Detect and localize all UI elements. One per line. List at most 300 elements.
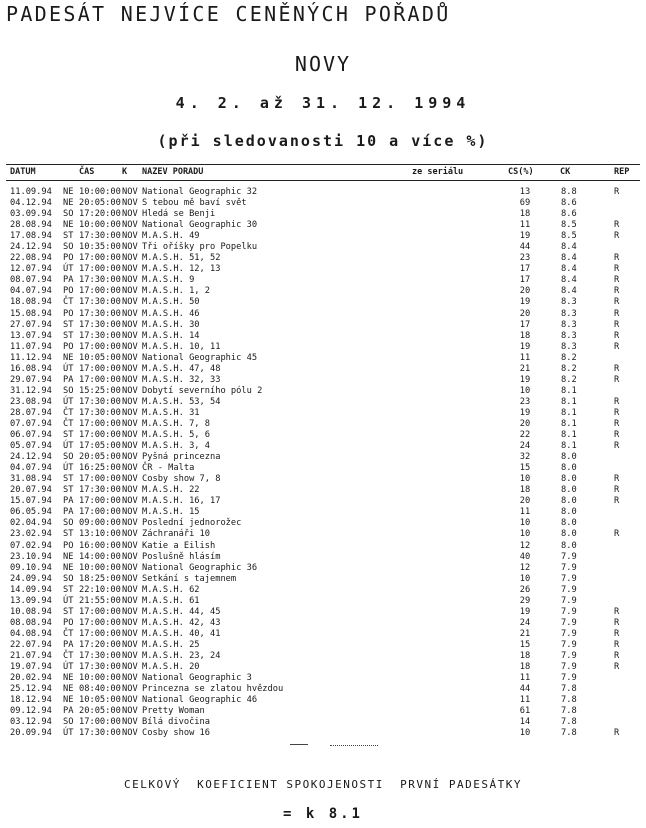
row-cs: 29 <box>519 595 531 606</box>
table-row <box>0 441 646 452</box>
row-cs: 13 <box>519 187 531 197</box>
row-day: ČT <box>63 628 74 639</box>
row-program-name: M.A.S.H. 50 <box>142 297 200 308</box>
row-time: 20:05:00 <box>79 198 121 209</box>
row-program-name: National Geographic 36 <box>142 562 258 573</box>
row-channel: NOV <box>122 584 138 595</box>
row-day: ST <box>63 584 74 595</box>
row-cs: 40 <box>519 551 531 562</box>
row-program-name: National Geographic 32 <box>142 187 258 197</box>
row-channel: NOV <box>122 220 138 231</box>
row-day: PO <box>63 540 74 551</box>
row-program-name: M.A.S.H. 32, 33 <box>142 374 221 385</box>
row-cs: 44 <box>519 242 531 253</box>
row-cs: 10 <box>519 385 531 396</box>
row-cs: 20 <box>519 496 531 507</box>
row-rep: R <box>614 650 620 661</box>
row-day: ÚT <box>63 396 74 407</box>
row-day: SO <box>63 209 74 220</box>
row-date: 15.07.94 <box>10 496 52 507</box>
row-time: 22:10:00 <box>79 584 121 595</box>
row-cs: 12 <box>519 562 531 573</box>
table-row <box>0 585 646 596</box>
row-rep: R <box>614 264 620 275</box>
row-date: 31.12.94 <box>10 385 52 396</box>
row-rep: R <box>614 363 620 374</box>
row-date: 07.02.94 <box>10 540 52 551</box>
row-cs: 21 <box>519 363 531 374</box>
row-rep: R <box>614 286 620 297</box>
row-cs: 10 <box>519 518 531 529</box>
row-ck: 8.4 <box>561 286 577 297</box>
row-date: 09.12.94 <box>10 706 52 717</box>
row-ck: 7.8 <box>561 706 577 717</box>
row-channel: NOV <box>122 562 138 573</box>
row-program-name: National Geographic 30 <box>142 220 258 231</box>
row-date: 14.09.94 <box>10 584 52 595</box>
table-row <box>0 673 646 684</box>
row-program-name: M.A.S.H. 5, 6 <box>142 430 210 441</box>
table-row <box>0 364 646 375</box>
row-channel: NOV <box>122 695 138 706</box>
row-rep: R <box>614 330 620 341</box>
row-ck: 8.0 <box>561 463 577 474</box>
table-row <box>0 242 646 253</box>
row-rep: R <box>614 662 620 673</box>
row-channel: NOV <box>122 540 138 551</box>
row-day: ST <box>63 529 74 540</box>
document-title: PADESÁT NEJVÍCE CENĚNÝCH POŘADŮ <box>6 2 451 26</box>
row-cs: 18 <box>519 330 531 341</box>
row-cs: 10 <box>519 474 531 485</box>
table-row <box>0 574 646 585</box>
row-channel: NOV <box>122 231 138 242</box>
row-ck: 8.1 <box>561 396 577 407</box>
header-name: NAZEV PORADU <box>142 167 204 177</box>
row-rep: R <box>614 231 620 242</box>
row-channel: NOV <box>122 684 138 695</box>
row-channel: NOV <box>122 474 138 485</box>
row-time: 17:00:00 <box>79 363 121 374</box>
table-row <box>0 408 646 419</box>
row-date: 06.07.94 <box>10 430 52 441</box>
row-day: NE <box>63 695 74 706</box>
row-channel: NOV <box>122 551 138 562</box>
row-cs: 18 <box>519 485 531 496</box>
row-ck: 8.5 <box>561 231 577 242</box>
row-ck: 7.8 <box>561 717 577 728</box>
row-time: 17:30:00 <box>79 275 121 286</box>
table-row <box>0 220 646 231</box>
table-row <box>0 541 646 552</box>
row-time: 17:00:00 <box>79 628 121 639</box>
row-day: PA <box>63 374 74 385</box>
row-ck: 8.3 <box>561 341 577 352</box>
row-program-name: M.A.S.H. 23, 24 <box>142 650 221 661</box>
row-date: 11.07.94 <box>10 341 52 352</box>
row-day: ST <box>63 606 74 617</box>
row-date: 28.07.94 <box>10 407 52 418</box>
row-ck: 8.4 <box>561 275 577 286</box>
row-program-name: M.A.S.H. 10, 11 <box>142 341 221 352</box>
row-day: ÚT <box>63 441 74 452</box>
table-row <box>0 640 646 651</box>
row-time: 17:00:00 <box>79 717 121 728</box>
row-time: 17:00:00 <box>79 253 121 264</box>
row-program-name: Princezna se zlatou hvězdou <box>142 684 284 695</box>
row-time: 17:05:00 <box>79 441 121 452</box>
row-date: 09.10.94 <box>10 562 52 573</box>
row-rep: R <box>614 639 620 650</box>
row-time: 17:00:00 <box>79 341 121 352</box>
row-time: 17:00:00 <box>79 507 121 518</box>
row-channel: NOV <box>122 452 138 463</box>
row-channel: NOV <box>122 396 138 407</box>
row-time: 14:00:00 <box>79 551 121 562</box>
row-cs: 18 <box>519 662 531 673</box>
row-time: 17:30:00 <box>79 407 121 418</box>
row-ck: 8.3 <box>561 308 577 319</box>
row-time: 17:00:00 <box>79 418 121 429</box>
row-program-name: M.A.S.H. 46 <box>142 308 200 319</box>
table-row <box>0 629 646 640</box>
row-cs: 11 <box>519 673 531 684</box>
row-ck: 8.0 <box>561 540 577 551</box>
row-program-name: M.A.S.H. 31 <box>142 407 200 418</box>
row-cs: 24 <box>519 441 531 452</box>
row-ck: 7.9 <box>561 628 577 639</box>
row-rep: R <box>614 728 620 739</box>
row-day: ST <box>63 474 74 485</box>
row-program-name: Tři oříšky pro Popelku <box>142 242 258 253</box>
row-date: 29.07.94 <box>10 374 52 385</box>
row-channel: NOV <box>122 595 138 606</box>
row-program-name: Bílá divočina <box>142 717 210 728</box>
table-row <box>0 386 646 397</box>
row-time: 15:25:00 <box>79 385 121 396</box>
row-ck: 7.9 <box>561 673 577 684</box>
row-date: 08.07.94 <box>10 275 52 286</box>
row-channel: NOV <box>122 242 138 253</box>
row-date: 24.12.94 <box>10 452 52 463</box>
row-time: 17:00:00 <box>79 286 121 297</box>
header-ck: CK <box>560 167 571 177</box>
row-ck: 8.0 <box>561 474 577 485</box>
row-program-name: Setkání s tajemnem <box>142 573 237 584</box>
row-date: 04.07.94 <box>10 286 52 297</box>
row-cs: 20 <box>519 308 531 319</box>
row-program-name: Katie a Eilish <box>142 540 216 551</box>
row-day: PA <box>63 639 74 650</box>
row-ck: 7.9 <box>561 562 577 573</box>
table-row <box>0 474 646 485</box>
row-ck: 8.8 <box>561 187 577 197</box>
row-cs: 11 <box>519 352 531 363</box>
row-program-name: Cosby show 16 <box>142 728 210 739</box>
row-time: 10:35:00 <box>79 242 121 253</box>
row-date: 03.12.94 <box>10 717 52 728</box>
row-cs: 19 <box>519 341 531 352</box>
table-row <box>0 662 646 673</box>
row-cs: 32 <box>519 452 531 463</box>
row-date: 11.09.94 <box>10 187 52 197</box>
row-date: 07.07.94 <box>10 418 52 429</box>
row-date: 18.12.94 <box>10 695 52 706</box>
row-program-name: National Geographic 46 <box>142 695 258 706</box>
row-cs: 24 <box>519 617 531 628</box>
program-table <box>0 187 646 739</box>
row-ck: 8.1 <box>561 430 577 441</box>
row-date: 13.09.94 <box>10 595 52 606</box>
row-rep: R <box>614 441 620 452</box>
row-cs: 11 <box>519 220 531 231</box>
row-ck: 8.4 <box>561 242 577 253</box>
row-day: NE <box>63 220 74 231</box>
row-program-name: S tebou mě baví svět <box>142 198 247 209</box>
row-channel: NOV <box>122 441 138 452</box>
table-row <box>0 563 646 574</box>
row-day: ČT <box>63 650 74 661</box>
row-date: 22.08.94 <box>10 253 52 264</box>
row-ck: 8.3 <box>561 330 577 341</box>
row-rep: R <box>614 529 620 540</box>
row-date: 31.08.94 <box>10 474 52 485</box>
row-time: 16:00:00 <box>79 540 121 551</box>
row-date: 11.12.94 <box>10 352 52 363</box>
table-row <box>0 264 646 275</box>
row-ck: 7.9 <box>561 573 577 584</box>
row-time: 10:00:00 <box>79 187 121 197</box>
row-program-name: M.A.S.H. 44, 45 <box>142 606 221 617</box>
row-channel: NOV <box>122 308 138 319</box>
row-ck: 8.0 <box>561 518 577 529</box>
row-cs: 17 <box>519 275 531 286</box>
row-channel: NOV <box>122 529 138 540</box>
row-time: 17:00:00 <box>79 617 121 628</box>
row-program-name: M.A.S.H. 7, 8 <box>142 418 210 429</box>
row-rep: R <box>614 253 620 264</box>
row-date: 02.04.94 <box>10 518 52 529</box>
row-ck: 8.4 <box>561 264 577 275</box>
row-day: NE <box>63 551 74 562</box>
row-date: 25.12.94 <box>10 684 52 695</box>
row-channel: NOV <box>122 374 138 385</box>
row-program-name: ČR - Malta <box>142 463 195 474</box>
summary-line: CELKOVÝ KOEFICIENT SPOKOJENOSTI PRVNÍ PADESÁTKY <box>123 778 522 791</box>
header-bottom-rule <box>6 180 640 181</box>
row-channel: NOV <box>122 706 138 717</box>
row-rep: R <box>614 430 620 441</box>
row-date: 28.08.94 <box>10 220 52 231</box>
row-channel: NOV <box>122 253 138 264</box>
row-ck: 8.3 <box>561 297 577 308</box>
row-rep: R <box>614 297 620 308</box>
row-ck: 7.9 <box>561 584 577 595</box>
row-day: NE <box>63 562 74 573</box>
row-cs: 22 <box>519 430 531 441</box>
header-channel: K <box>122 167 128 177</box>
table-row <box>0 397 646 408</box>
row-day: ČT <box>63 297 74 308</box>
row-channel: NOV <box>122 209 138 220</box>
row-date: 24.09.94 <box>10 573 52 584</box>
row-program-name: M.A.S.H. 3, 4 <box>142 441 210 452</box>
row-day: PO <box>63 308 74 319</box>
stray-mark <box>290 744 308 745</box>
row-cs: 11 <box>519 695 531 706</box>
row-program-name: Poslední jednorožec <box>142 518 242 529</box>
row-channel: NOV <box>122 496 138 507</box>
row-day: ÚT <box>63 662 74 673</box>
table-row <box>0 275 646 286</box>
table-row <box>0 353 646 364</box>
row-day: ČT <box>63 407 74 418</box>
row-ck: 8.2 <box>561 363 577 374</box>
row-time: 10:00:00 <box>79 220 121 231</box>
row-cs: 69 <box>519 198 531 209</box>
row-cs: 14 <box>519 717 531 728</box>
row-ck: 8.6 <box>561 198 577 209</box>
row-channel: NOV <box>122 430 138 441</box>
table-row <box>0 651 646 662</box>
row-rep: R <box>614 308 620 319</box>
row-program-name: M.A.S.H. 53, 54 <box>142 396 221 407</box>
row-cs: 10 <box>519 529 531 540</box>
table-row <box>0 452 646 463</box>
row-date: 15.08.94 <box>10 308 52 319</box>
row-time: 10:00:00 <box>79 562 121 573</box>
row-date: 06.05.94 <box>10 507 52 518</box>
row-date: 12.07.94 <box>10 264 52 275</box>
row-date: 19.07.94 <box>10 662 52 673</box>
header-top-rule <box>6 164 640 165</box>
row-time: 17:30:00 <box>79 297 121 308</box>
header-series: ze seriálu <box>412 167 464 177</box>
row-channel: NOV <box>122 662 138 673</box>
row-ck: 8.1 <box>561 407 577 418</box>
row-channel: NOV <box>122 330 138 341</box>
row-program-name: M.A.S.H. 42, 43 <box>142 617 221 628</box>
row-date: 24.12.94 <box>10 242 52 253</box>
row-program-name: M.A.S.H. 22 <box>142 485 200 496</box>
row-cs: 10 <box>519 573 531 584</box>
table-row <box>0 485 646 496</box>
row-cs: 19 <box>519 297 531 308</box>
row-date: 04.08.94 <box>10 628 52 639</box>
row-ck: 7.9 <box>561 650 577 661</box>
row-day: ST <box>63 319 74 330</box>
row-day: ST <box>63 485 74 496</box>
row-day: ÚT <box>63 463 74 474</box>
row-date: 23.10.94 <box>10 551 52 562</box>
row-program-name: Pyšná princezna <box>142 452 221 463</box>
header-rep: REP <box>614 167 630 177</box>
row-cs: 18 <box>519 650 531 661</box>
table-row <box>0 463 646 474</box>
row-day: PO <box>63 253 74 264</box>
row-program-name: Poslušně hlásím <box>142 551 221 562</box>
row-date: 17.08.94 <box>10 231 52 242</box>
row-channel: NOV <box>122 606 138 617</box>
row-cs: 19 <box>519 606 531 617</box>
row-ck: 7.8 <box>561 728 577 739</box>
stray-mark <box>330 745 378 746</box>
table-row <box>0 706 646 717</box>
row-date: 08.08.94 <box>10 617 52 628</box>
row-day: ÚT <box>63 264 74 275</box>
row-cs: 19 <box>519 407 531 418</box>
row-date: 03.09.94 <box>10 209 52 220</box>
period-line: 4. 2. až 31. 12. 1994 <box>175 94 471 112</box>
row-day: ČT <box>63 418 74 429</box>
row-day: PA <box>63 275 74 286</box>
row-cs: 11 <box>519 507 531 518</box>
row-channel: NOV <box>122 617 138 628</box>
row-ck: 8.2 <box>561 352 577 363</box>
row-channel: NOV <box>122 407 138 418</box>
row-day: ST <box>63 231 74 242</box>
row-date: 22.07.94 <box>10 639 52 650</box>
row-cs: 15 <box>519 639 531 650</box>
row-day: PO <box>63 341 74 352</box>
row-day: SO <box>63 518 74 529</box>
row-time: 13:10:00 <box>79 529 121 540</box>
table-row <box>0 684 646 695</box>
row-day: ST <box>63 430 74 441</box>
row-rep: R <box>614 418 620 429</box>
row-program-name: M.A.S.H. 47, 48 <box>142 363 221 374</box>
condition-line: (při sledovanosti 10 a více %) <box>157 132 489 150</box>
row-cs: 44 <box>519 684 531 695</box>
row-program-name: M.A.S.H. 30 <box>142 319 200 330</box>
row-time: 18:25:00 <box>79 573 121 584</box>
row-program-name: M.A.S.H. 12, 13 <box>142 264 221 275</box>
row-cs: 17 <box>519 264 531 275</box>
row-time: 10:05:00 <box>79 352 121 363</box>
header-time: ČAS <box>79 167 95 177</box>
row-time: 08:40:00 <box>79 684 121 695</box>
row-day: SO <box>63 573 74 584</box>
row-ck: 7.9 <box>561 662 577 673</box>
row-program-name: Záchranáři 10 <box>142 529 210 540</box>
row-date: 23.08.94 <box>10 396 52 407</box>
row-program-name: M.A.S.H. 62 <box>142 584 200 595</box>
row-day: SO <box>63 385 74 396</box>
row-program-name: M.A.S.H. 61 <box>142 595 200 606</box>
row-date: 10.08.94 <box>10 606 52 617</box>
row-day: ÚT <box>63 728 74 739</box>
row-rep: R <box>614 220 620 231</box>
row-rep: R <box>614 474 620 485</box>
row-channel: NOV <box>122 650 138 661</box>
table-row <box>0 430 646 441</box>
row-channel: NOV <box>122 507 138 518</box>
row-channel: NOV <box>122 728 138 739</box>
row-time: 17:00:00 <box>79 474 121 485</box>
row-time: 17:30:00 <box>79 396 121 407</box>
row-time: 17:00:00 <box>79 606 121 617</box>
row-cs: 20 <box>519 418 531 429</box>
row-cs: 10 <box>519 728 531 739</box>
table-row <box>0 309 646 320</box>
row-channel: NOV <box>122 463 138 474</box>
row-program-name: M.A.S.H. 9 <box>142 275 195 286</box>
row-program-name: M.A.S.H. 49 <box>142 231 200 242</box>
row-ck: 7.9 <box>561 606 577 617</box>
row-day: NE <box>63 352 74 363</box>
table-row <box>0 231 646 242</box>
row-ck: 8.0 <box>561 452 577 463</box>
